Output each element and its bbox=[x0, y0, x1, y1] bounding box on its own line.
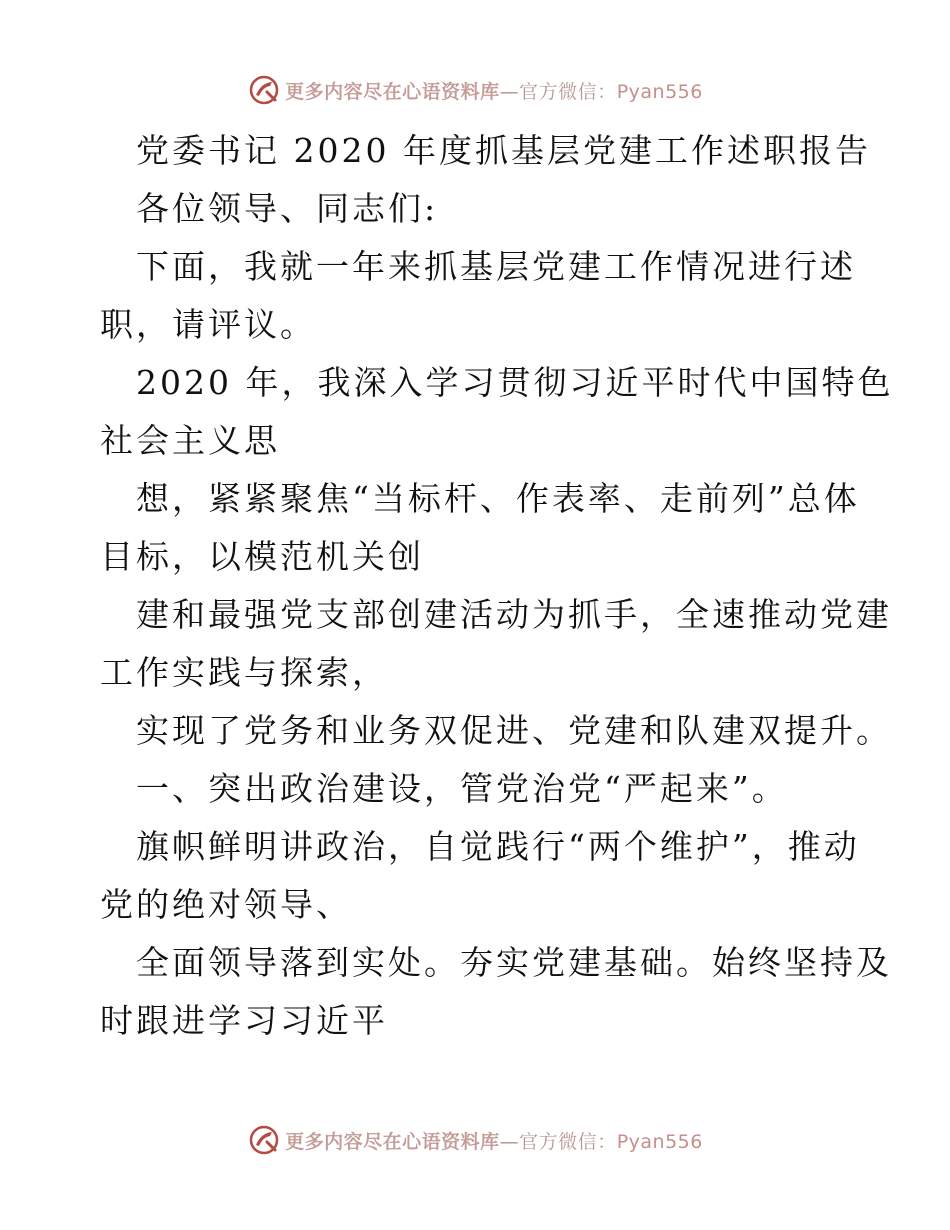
text-line: 一、突出政治建设，管党治党“严起来”。 bbox=[136, 769, 788, 808]
text-line: 想，紧紧聚焦“当标杆、作表率、走前列”总体 bbox=[136, 479, 860, 518]
text-line: 实现了党务和业务双促进、党建和队建双提升。 bbox=[136, 711, 892, 750]
watermark-label: 官方微信： bbox=[519, 80, 617, 103]
text-line: 目标，以模范机关创 bbox=[100, 537, 424, 576]
text-line: 全面领导落到实处。夯实党建基础。始终坚持及 bbox=[136, 943, 892, 982]
text-line: 建和最强党支部创建活动为抓手，全速推动党建 bbox=[136, 595, 892, 634]
footer-watermark bbox=[0, 1120, 950, 1160]
text-line: 职，请评议。 bbox=[100, 305, 316, 344]
text-line: 下面，我就一年来抓基层党建工作情况进行述 bbox=[136, 247, 856, 286]
watermark-text bbox=[285, 1127, 703, 1154]
document-title: 党委书记 2020 年度抓基层党建工作述职报告 bbox=[136, 131, 871, 170]
document-body bbox=[100, 122, 894, 1050]
watermark-id: Pyan556 bbox=[616, 1130, 703, 1153]
text-line: 社会主义思 bbox=[100, 421, 280, 460]
watermark-label: 官方微信： bbox=[519, 1130, 617, 1153]
watermark-dash: — bbox=[499, 1130, 520, 1153]
text-line: 时跟进学习习近平 bbox=[100, 1001, 388, 1040]
watermark-text bbox=[285, 77, 703, 104]
text-line: 2020 年，我深入学习贯彻习近平时代中国特色 bbox=[136, 363, 894, 402]
logo-icon bbox=[247, 73, 281, 107]
watermark-site: 更多内容尽在心语资料库 bbox=[285, 1130, 500, 1153]
watermark-site: 更多内容尽在心语资料库 bbox=[285, 80, 500, 103]
watermark-dash: — bbox=[499, 80, 520, 103]
header-watermark bbox=[0, 70, 950, 110]
text-line: 各位领导、同志们: bbox=[136, 189, 439, 228]
text-line: 旗帜鲜明讲政治，自觉践行“两个维护”，推动 bbox=[136, 827, 860, 866]
logo-icon bbox=[247, 1123, 281, 1157]
text-line: 党的绝对领导、 bbox=[100, 885, 352, 924]
watermark-id: Pyan556 bbox=[616, 80, 703, 103]
text-line: 工作实践与探索， bbox=[100, 653, 388, 692]
